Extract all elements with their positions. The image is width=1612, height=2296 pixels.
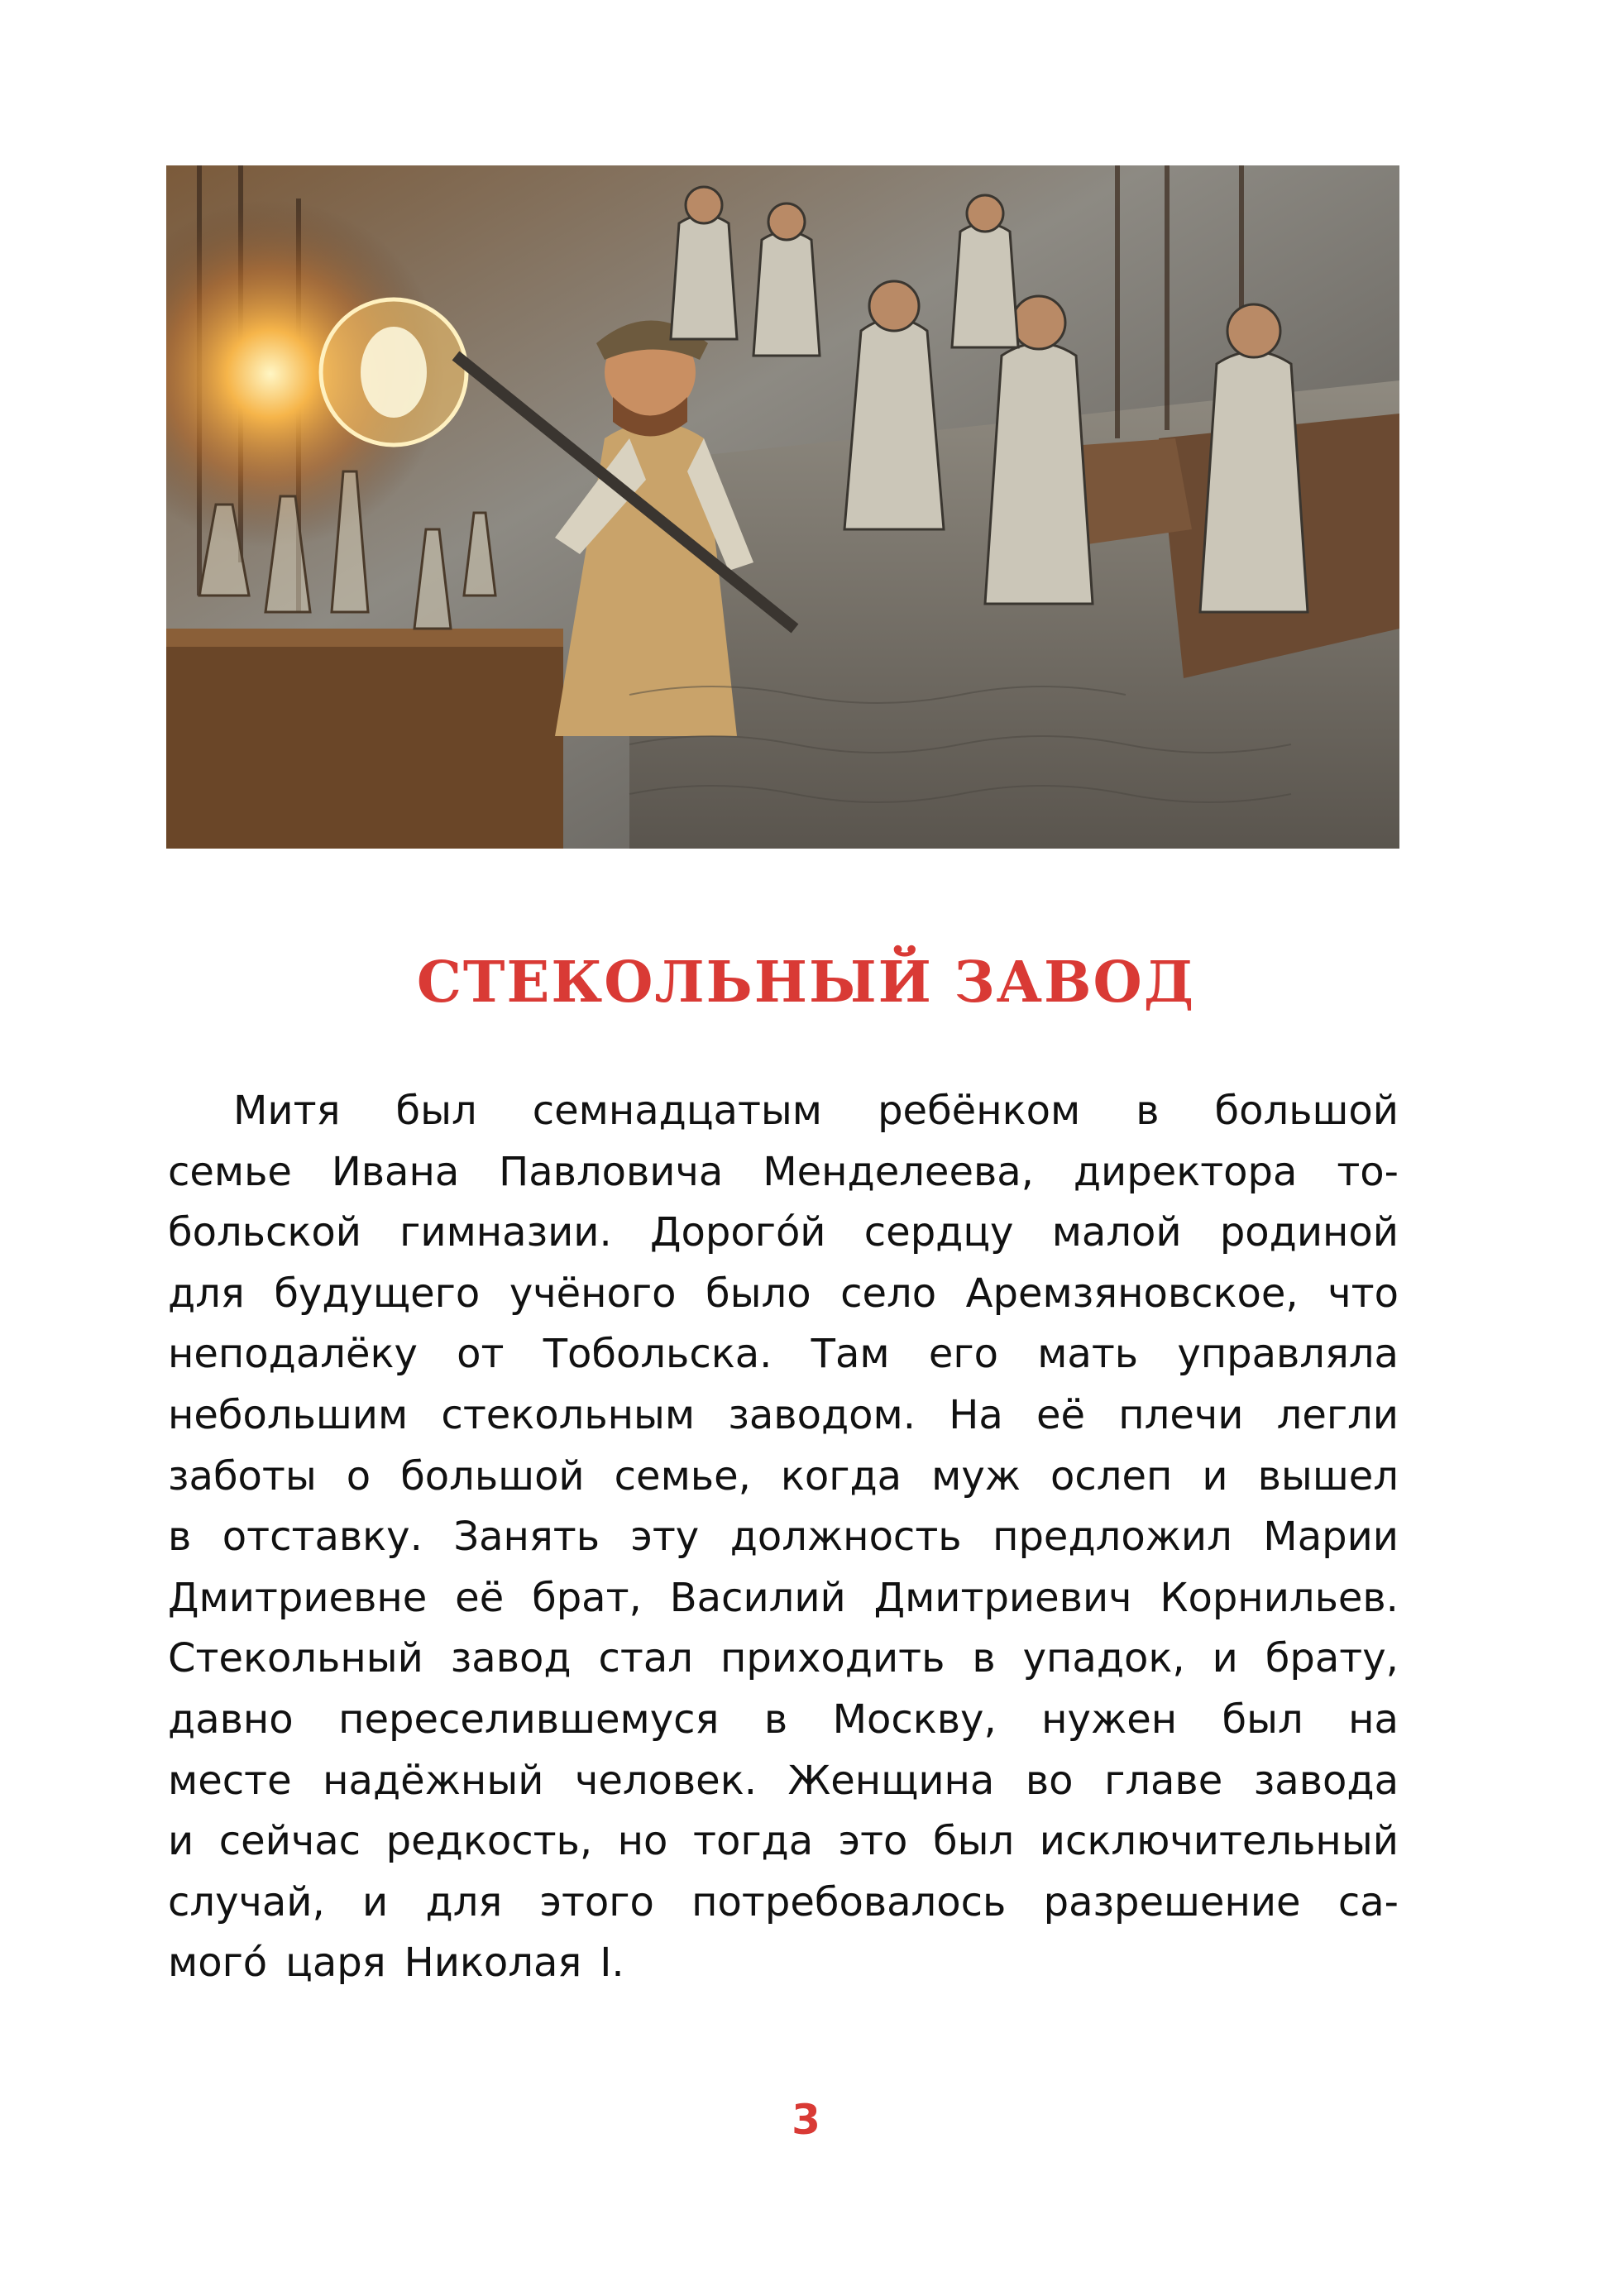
word: надёжный: [323, 1757, 544, 1804]
word: брату,: [1265, 1635, 1399, 1682]
word: приходить: [720, 1635, 945, 1682]
word: царя: [285, 1940, 386, 1987]
word: стекольным: [441, 1391, 696, 1438]
chapter-illustration: [166, 165, 1399, 849]
word: и: [1202, 1452, 1228, 1500]
word: Москву,: [832, 1696, 997, 1743]
word: о: [346, 1452, 371, 1500]
text-line: [168, 1142, 1399, 1203]
word: переселившемуся: [338, 1696, 720, 1743]
word: заводом.: [728, 1391, 916, 1438]
word: эту: [630, 1514, 700, 1561]
word: завод: [450, 1635, 572, 1682]
word: исключительный: [1039, 1818, 1399, 1865]
word: когда: [780, 1452, 902, 1500]
word: большой: [400, 1452, 585, 1500]
word: гимназии.: [399, 1209, 612, 1256]
page-number: 3: [792, 2096, 820, 2144]
word: Женщина: [787, 1757, 995, 1804]
text-line: [168, 1811, 1399, 1873]
word: тогда: [693, 1818, 814, 1865]
word: мать: [1037, 1331, 1139, 1378]
word: На: [949, 1391, 1003, 1438]
word: на: [1348, 1696, 1399, 1743]
word: предложил: [993, 1514, 1232, 1561]
word: Менделеева,: [763, 1148, 1034, 1195]
word: заботы: [168, 1452, 317, 1500]
word: то-: [1337, 1148, 1399, 1195]
text-line: [168, 1629, 1399, 1690]
word: семнадцатым: [532, 1088, 823, 1134]
word: Павловича: [499, 1148, 724, 1195]
text-line: [168, 1690, 1399, 1751]
word: её: [455, 1574, 505, 1621]
word: потребовалось: [691, 1878, 1007, 1925]
word: нужен: [1041, 1696, 1178, 1743]
word: Николая: [404, 1940, 582, 1987]
word: Ивана: [331, 1148, 460, 1195]
text-line: [168, 1568, 1399, 1629]
word: Дмитриевне: [168, 1574, 428, 1621]
word: и: [362, 1878, 389, 1925]
word: был: [395, 1088, 477, 1134]
word: упадок,: [1022, 1635, 1185, 1682]
word: учёного: [509, 1270, 677, 1317]
glass-factory-illustration: [166, 165, 1399, 849]
word: что: [1327, 1270, 1399, 1317]
word: редкость,: [385, 1818, 593, 1865]
body-paragraph: [168, 1081, 1399, 1994]
word: её: [1036, 1391, 1086, 1438]
word: родиной: [1219, 1209, 1399, 1256]
word: случай,: [168, 1878, 325, 1925]
word: Василий: [669, 1574, 846, 1621]
word: и: [168, 1818, 194, 1865]
word: Аремзяновское,: [965, 1270, 1299, 1317]
word: стал: [598, 1635, 693, 1682]
word: семье,: [614, 1452, 751, 1500]
word: в: [1136, 1088, 1160, 1134]
text-line: [168, 1081, 1399, 1142]
word: легли: [1276, 1391, 1399, 1438]
word: человек.: [574, 1757, 757, 1804]
word: ослеп: [1050, 1452, 1173, 1500]
text-line: [168, 1507, 1399, 1568]
word: плечи: [1118, 1391, 1244, 1438]
word: мого́: [168, 1940, 268, 1987]
word: завода: [1253, 1757, 1399, 1804]
word: больской: [168, 1209, 361, 1256]
word: Марии: [1263, 1514, 1399, 1561]
word: Там: [811, 1331, 890, 1378]
word: село: [840, 1270, 937, 1317]
word: но: [617, 1818, 668, 1865]
word: муж: [931, 1452, 1021, 1500]
word: отставку.: [222, 1514, 423, 1561]
word: Тобольска.: [543, 1331, 773, 1378]
word: семье: [168, 1148, 292, 1195]
word: Дмитриевич: [873, 1574, 1132, 1621]
word: сердцу: [863, 1209, 1014, 1256]
word: главе: [1104, 1757, 1223, 1804]
word: са-: [1337, 1878, 1399, 1925]
word: этого: [539, 1878, 654, 1925]
word: брат,: [532, 1574, 642, 1621]
word: небольшим: [168, 1391, 409, 1438]
chapter-title: СТЕКОЛЬНЫЙ ЗАВОД: [416, 949, 1196, 1016]
word: Митя: [233, 1088, 341, 1134]
word: в: [168, 1514, 192, 1561]
word: Корнильев.: [1160, 1574, 1399, 1621]
word: для: [425, 1878, 503, 1925]
word: был: [1222, 1696, 1303, 1743]
word: и: [1212, 1635, 1238, 1682]
word: будущего: [274, 1270, 481, 1317]
word: неподалёку: [168, 1331, 418, 1378]
word: директора: [1073, 1148, 1298, 1195]
word: Дорогóй: [650, 1209, 826, 1256]
word: вышел: [1257, 1452, 1399, 1500]
word: ребёнком: [878, 1088, 1081, 1134]
text-line: [168, 1751, 1399, 1812]
word: во: [1025, 1757, 1074, 1804]
word: от: [457, 1331, 505, 1378]
word: I.: [600, 1940, 624, 1987]
word: сейчас: [218, 1818, 361, 1865]
word: месте: [168, 1757, 292, 1804]
word: должность: [729, 1514, 962, 1561]
word: большой: [1214, 1088, 1399, 1134]
word: разрешение: [1043, 1878, 1301, 1925]
text-line: [168, 1324, 1399, 1385]
word: управляла: [1177, 1331, 1399, 1378]
word: для: [168, 1270, 245, 1317]
word: его: [928, 1331, 998, 1378]
text-line: [168, 1447, 1399, 1508]
text-line: [168, 1203, 1399, 1264]
word: малой: [1051, 1209, 1182, 1256]
word: это: [838, 1818, 908, 1865]
word: Занять: [453, 1514, 600, 1561]
word: в: [972, 1635, 996, 1682]
text-line: [168, 1873, 1399, 1934]
word: давно: [168, 1696, 294, 1743]
word: было: [706, 1270, 811, 1317]
text-line: [168, 1264, 1399, 1325]
word: был: [932, 1818, 1015, 1865]
text-line: [168, 1385, 1399, 1447]
word: в: [763, 1696, 788, 1743]
word: Стекольный: [168, 1635, 423, 1682]
text-line: [168, 1933, 1399, 1994]
